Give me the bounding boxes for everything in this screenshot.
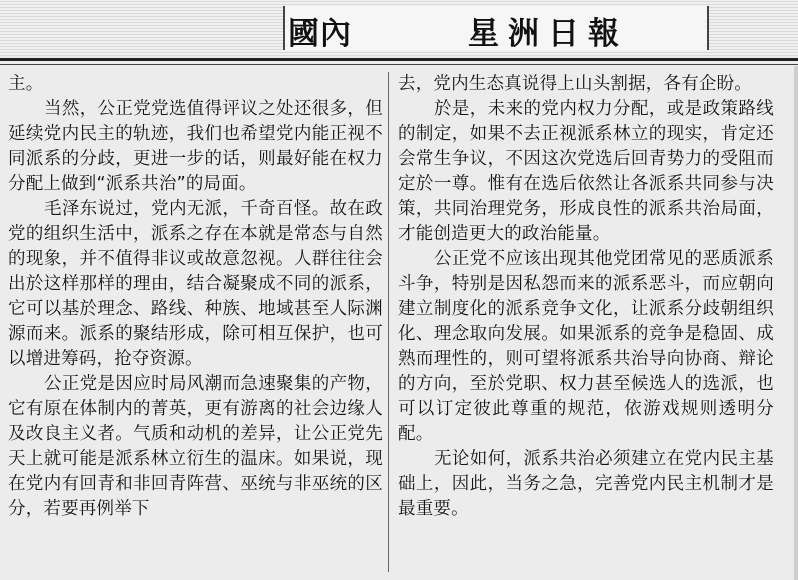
paragraph: 毛泽东说过，党内无派，千奇百怪。故在政党的组织生活中，派系之存在本就是常态与自然的现象，并不值得非议或故意忽视。人群往往会出於这样那样的理由，结合凝聚成不同的派系，它可以基於理念、路线、种族、地域甚至人际渊源而来。派系的聚结形成，除可相互保护，也可以增进筹码，抢夺资源。 bbox=[8, 199, 383, 369]
paragraph: 去，党内生态真说得上山头割据，各有企盼。 bbox=[398, 74, 752, 94]
page-edge bbox=[794, 66, 798, 580]
newspaper-name: 星洲日報 bbox=[468, 16, 628, 52]
article-column-right bbox=[398, 72, 774, 522]
paragraph: 公正党不应该出现其他党团常见的恶质派系斗争，特别是因私怨而来的派系恶斗，而应朝向建立制度化的派系竞争文化，让派系分歧朝组织化、理念取向发展。如果派系的竞争是稳固、成熟而理性的，则可望将派系共治导向协商、辩论的方向，至於党职、权力甚至候选人的选派，也可以订定彼此尊重的规范，依游戏规则透明分配。 bbox=[398, 249, 774, 444]
masthead-rule-thin bbox=[0, 64, 798, 65]
article-column-left bbox=[8, 72, 383, 522]
masthead-rule bbox=[0, 58, 798, 61]
masthead bbox=[0, 0, 798, 70]
paragraph: 无论如何，派系共治必须建立在党内民主基础上，因此，当务之急，完善党内民主机制才是最重要。 bbox=[398, 449, 774, 519]
paragraph: 於是，未来的党内权力分配，或是政策路线的制定，如果不去正视派系林立的现实，肯定还会常生争议，不因这次党选后回青势力的受阻而定於一尊。惟有在选后依然让各派系共同参与决策，共同治理党务，形成良性的派系共治局面，才能创造更大的政治能量。 bbox=[398, 99, 774, 244]
section-title: 國內 bbox=[288, 16, 352, 52]
column-divider bbox=[388, 72, 389, 572]
paragraph: 主。 bbox=[8, 74, 44, 94]
paragraph: 公正党是因应时局风潮而急速聚集的产物，它有原在体制内的菁英，更有游离的社会边缘人及改良主义者。气质和动机的差异，让公正党先天上就可能是派系林立衍生的温床。如果说，现在党内有回青和非回青阵营、巫统与非巫统的区分，若要再例举下 bbox=[8, 374, 383, 519]
paragraph: 当然，公正党党选值得评议之处还很多，但延续党内民主的轨迹，我们也希望党内能正视不同派系的分歧，更进一步的话，则最好能在权力分配上做到“派系共治”的局面。 bbox=[8, 99, 383, 194]
